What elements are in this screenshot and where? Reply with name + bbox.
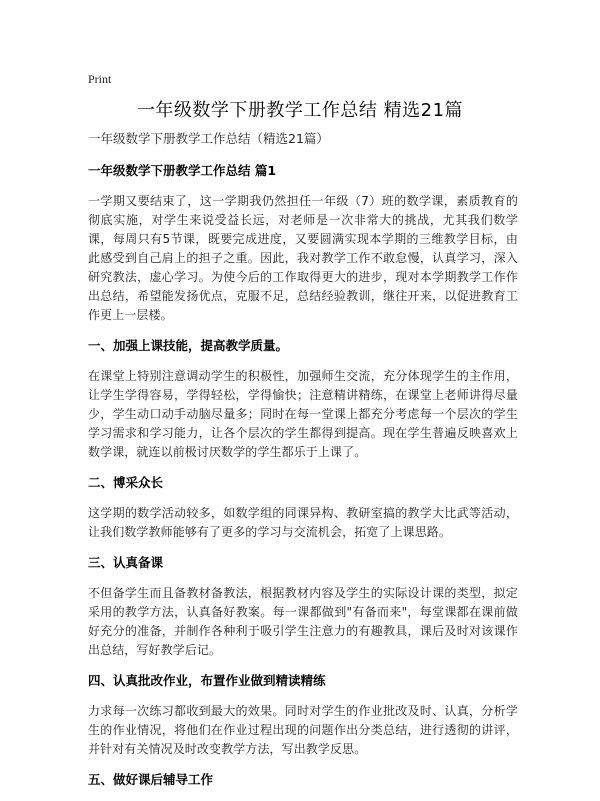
section-heading-1: 一年级数学下册教学工作总结 篇1 [88,163,277,178]
section-heading-2: 一、加强上课技能，提高教学质量。 [88,338,289,353]
section-heading-3: 二、博采众长 [88,475,164,490]
section-body-5: 力求每一次练习都收到最大的效果。同时对学生的作业批改及时、认真，分析学生的作业情况，将他们在作业过程出现的问题作出分类总结，进行透彻的讲评，并针对有关情况及时改变教学方法，写出教学反思。 [88,704,518,756]
section-body-4: 不但备学生而且备教材备教法，根据教材内容及学生的实际设计课的类型，拟定采用的教学方法，认真备好教案。每一课都做到"有备而来"，每堂课都在课前做好充分的准备，并制作各种利于吸引学生注意力的有趣教具，课后及时对该课作出总结，写好教学后记。 [88,586,518,657]
page-title: 一年级数学下册教学工作总结 精选21篇 [136,100,464,121]
section-heading-5: 四、认真批改作业，布置作业做到精读精练 [88,673,326,688]
document-content [88,130,518,801]
print-label: Print [88,72,112,86]
section-heading-4: 三、认真备课 [88,555,164,570]
document-subtitle: 一年级数学下册教学工作总结（精选21篇） [88,131,329,146]
section-heading-6: 五、做好课后辅导工作 [88,772,214,787]
section-body-2: 在课堂上特别注意调动学生的积极性，加强师生交流，充分体现学生的主作用，让学生学得容易，学得轻松，学得愉快；注意精讲精练，在课堂上老师讲得尽量少，学生动口动手动脑尽量多；同时在每一堂课上都充分考虑每一个层次的学生学习需求和学习能力，让各个层次的学生都得到提高。现在学生普遍反映喜欢上数学课，就连以前极讨厌数学的学生都乐于上课了。 [88,369,518,459]
section-body-1: 一学期又要结束了，这一学期我仍然担任一年级（7）班的数学课，素质教育的彻底实施，对学生来说受益长远，对老师是一次非常大的挑战，尤其我们数学课，每周只有5节课，既要完成进度，又要圆满实现本学期的三维教学目标，由此感受到自己肩上的担子之重。因此，我对教学工作不敢怠慢，认真学习，深入研究教法，虚心学习。为使今后的工作取得更大的进步，现对本学期教学工作作出总结，希望能发扬优点，克服不足，总结经验教训，继往开来，以促进教育工作更上一层楼。 [88,194,518,322]
section-body-3: 这学期的数学活动较多，如数学组的同课异构、教研室搞的教学大比武等活动，让我们数学教师能够有了更多的学习与交流机会，拓宽了上课思路。 [88,506,518,539]
